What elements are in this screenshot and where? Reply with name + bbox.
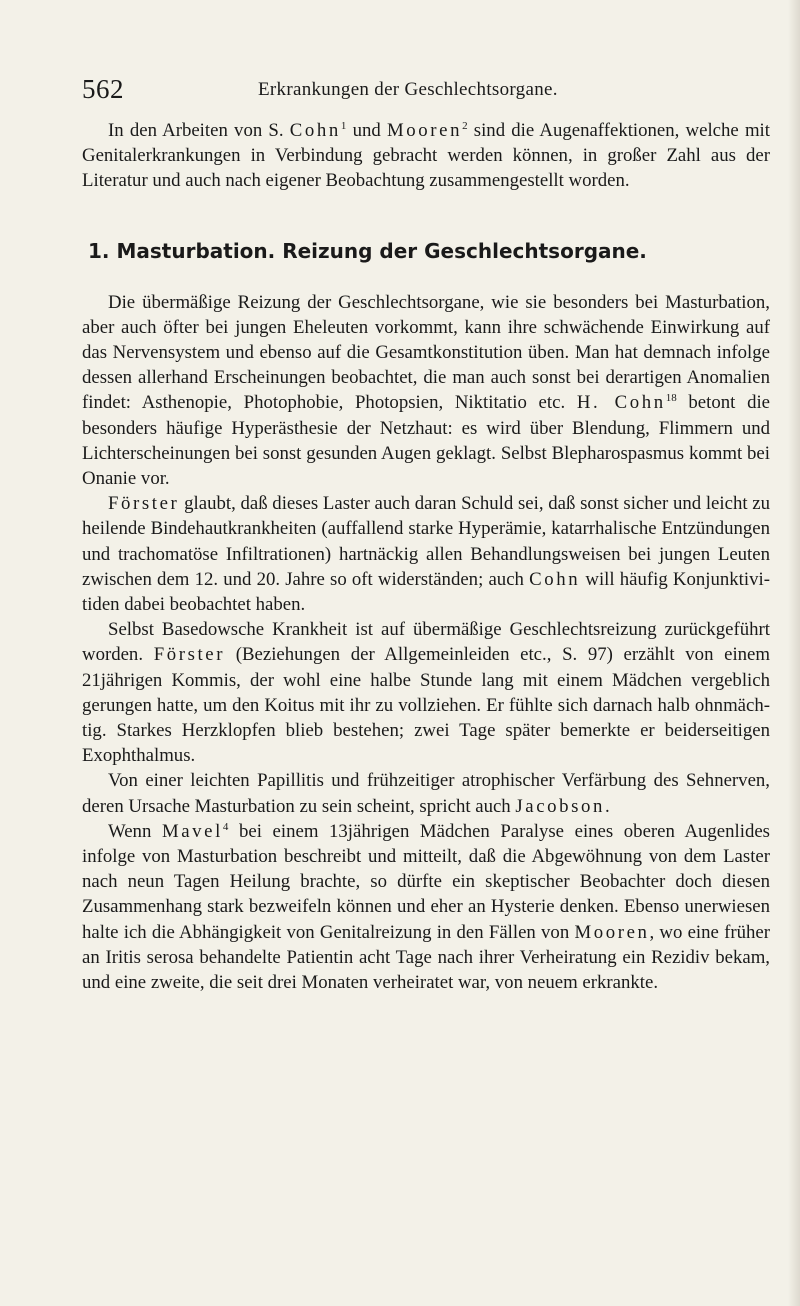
page-number: 562 [82, 74, 124, 104]
text-run: Die übermäßige Reizung der Geschlechtsorgane, wie sie besonders bei Masturbation, aber auch öfter bei jungen Eheleuten vorkommt, kann ihre schwächende Einwirkung auf das Nervensystem und ebenso auf die Gesamtkonstitution üben. Man hat demnach infolge dessen allerhand Erscheinungen beobachtet, die man auch sonst bei derartigen Anomalien findet: Asthenopie, Photophobie, Photopsien, Niktitatio etc. [82, 291, 770, 414]
author-name: Cohn [529, 568, 581, 590]
running-title: Erkrankungen der Geschlechtsorgane. [258, 79, 558, 100]
author-name: Förster [108, 493, 180, 515]
text-run: und [346, 120, 387, 141]
footnote-marker: 1 [340, 120, 347, 132]
text-run: Wenn [108, 820, 162, 842]
paragraph [82, 617, 770, 768]
author-name: Mavel [161, 820, 223, 842]
page-edge-shadow [788, 0, 800, 1306]
paragraph [82, 819, 770, 995]
text-run: betont die besonders häufige Hyperästhesie der Netzhaut: es wird über Blendung, Flimmern und Lichterscheinungen bei sonst gesunden Augen geklagt. Selbst Blepharospasmus kommt bei Onanie vor. [82, 392, 771, 490]
text-run: In den Arbeiten von S. [108, 120, 290, 141]
text-run: . [605, 795, 610, 817]
body-text [82, 118, 770, 995]
section-heading: 1. Masturbation. Reizung der Geschlechtsorgane. [88, 238, 647, 263]
author-name: Cohn [289, 120, 341, 141]
author-name: Förster [153, 644, 226, 666]
footnote-marker: 4 [222, 820, 229, 833]
author-name: H. Cohn [576, 392, 666, 414]
running-header [82, 74, 772, 104]
intro-paragraph [82, 118, 770, 194]
text-run: , wo eine früher an Iritis serosa behandelte Patientin acht Tage nach ihrer Verheiratung ein Rezidiv bekam, und eine zweite, die seit drei Monaten verheiratet war, von neuem erkrankte. [82, 921, 770, 994]
author-name: Mooren [387, 120, 463, 141]
author-name: Mooren [574, 921, 650, 943]
text-run: glaubt, daß dieses Laster auch daran Schuld sei, daß sonst sicher und leicht zu heilende Bindehautkrankheiten (auffallend starke Hyperämie, katarrhalische Entzündungen und trachomatöse Infiltrationen) hartnäckig allen Behandlungsweisen bei jungen Leuten zwischen dem 12. und 20. Jahre so oft widerständen; auch [82, 493, 770, 590]
text-run: sind die Augenaffektionen, welche mit Genitalerkrankungen in Verbindung gebracht werden können, in großer Zahl aus der Literatur und auch nach eigener Beobachtung zusammengestellt worden. [82, 120, 770, 192]
author-name: Jacobson [515, 795, 606, 817]
paragraph [82, 768, 770, 818]
paragraph [82, 290, 770, 492]
text-run: bei einem 13jährigen Mädchen Paralyse eines oberen Augenlides infolge von Masturbation beschreibt und mitteilt, daß die Abgewöhnung von dem Laster nach neun Tagen Heilung brachte, so dürfte ein skeptischer Beobachter doch diesen Zusammenhang stark bezweifeln können und eher an Hysterie denken. Ebenso unerwiesen halte ich die Abhängigkeit von Genitalreizung in den Fällen von [82, 820, 770, 943]
text-run: Von einer leichten Papillitis und frühzeitiger atrophischer Verfärbung des Sehnerven, deren Ursache Masturbation zu sein scheint, spricht auch [82, 770, 770, 817]
footnote-marker: 18 [665, 392, 677, 405]
text-run: will häufig Konjunktivitiden dabei beobachtet haben. [82, 568, 770, 616]
paragraph [82, 491, 770, 617]
text-run: (Beziehungen der Allgemeinleiden etc., S. 97) erzählt von einem 21jährigen Kommis, der wohl eine halbe Stunde lang mit einem Mädchen vergeblich gerungen hatte, um den Koitus mit ihr zu vollziehen. Er fühlte sich darnach halb ohnmächtig. Starkes Herzklopfen blieb bestehen; zwei Tage später bemerkte er beiderseitigen Exophthalmus. [82, 644, 771, 767]
footnote-marker: 2 [462, 120, 468, 132]
text-run: Selbst Basedowsche Krankheit ist auf übermäßige Geschlechtsreizung zurückgeführt worden. [82, 619, 770, 666]
